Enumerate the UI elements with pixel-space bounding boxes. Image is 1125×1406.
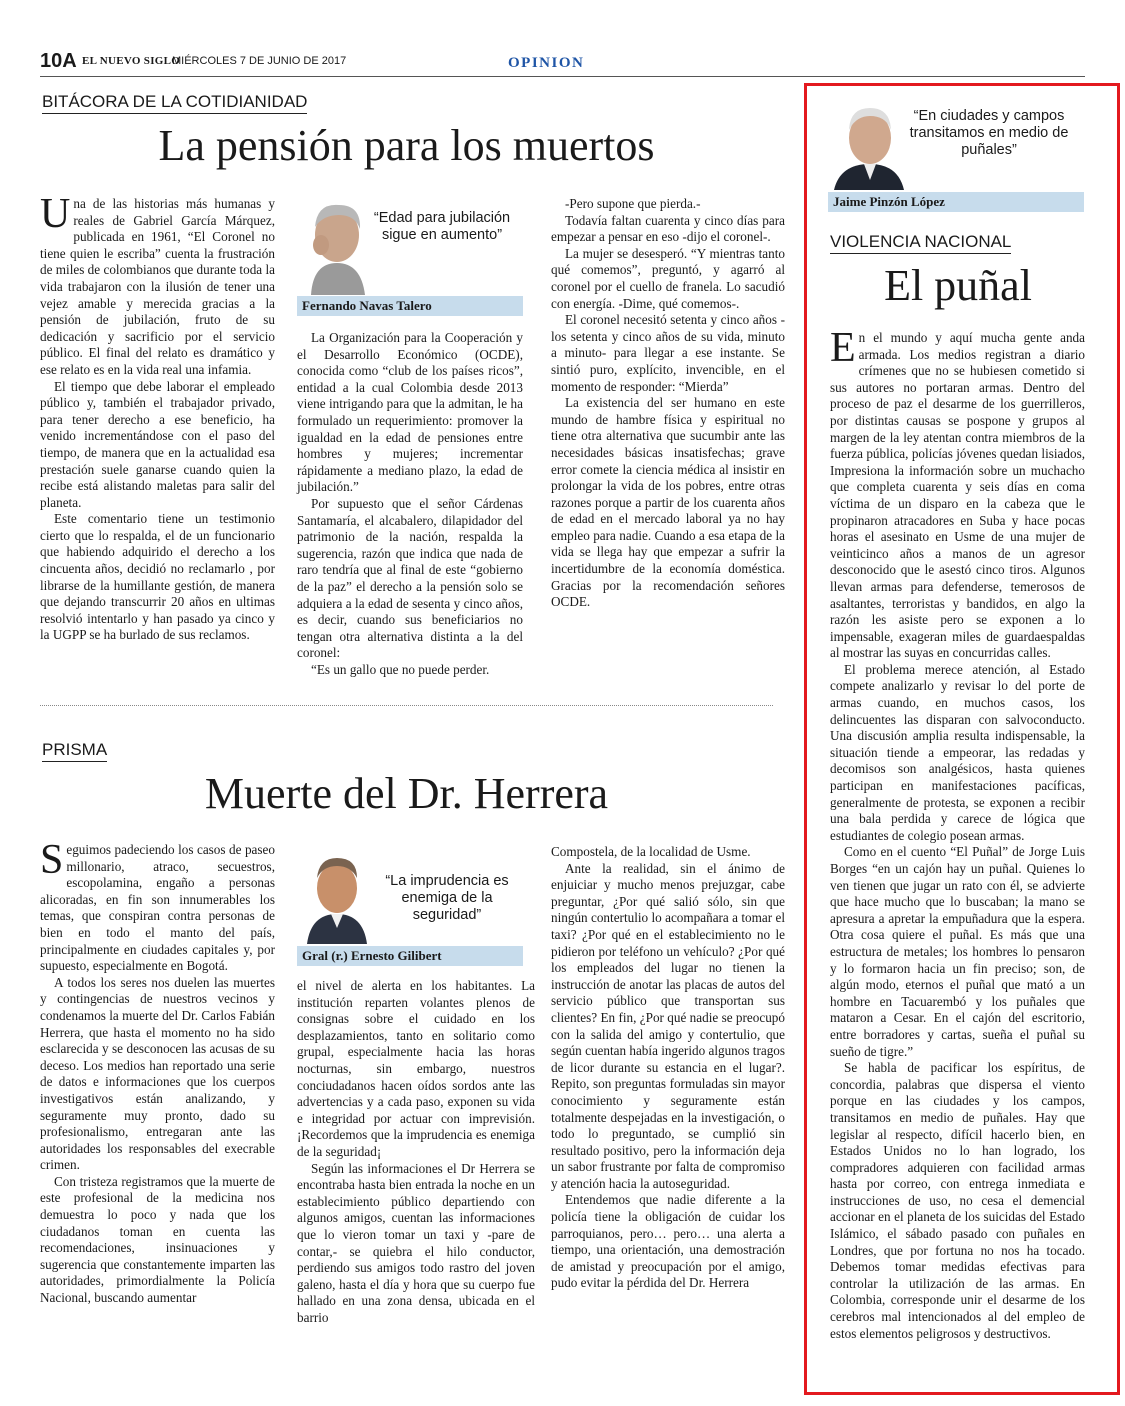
section-name: OPINION (508, 55, 585, 71)
paragraph: Ante la realidad, sin el ánimo de enjuiciar y mucho menos prejuzgar, cabe preguntar, ¿Por qué salió sólo, sin que ningún contertulio lo acompañara a tomar el taxi? ¿Por qué en el establecimiento no le pidieron por teléfono un vehículo? ¿Por qué los empleados del lugar no tienen la instrucción de anotar las placas de autos del servicio público que transportan sus clientes? En fin, ¿Por qué nadie se preocupó con la salida del amigo y contertulio, que según cuentan había ingerido algunos tragos de licor durante su estancia en el lugar?. Repito, son preguntas formuladas sin mayor conocimiento y seguramente están totalmente despejadas en la investigación, o todo lo preguntado, se cumplió sin resultado positivo, pero la información deja un sabor frustrante por falta de compromiso y atención hacia la autoseguridad. (551, 860, 786, 1191)
article1-col2 (297, 330, 523, 678)
paragraph: Por supuesto que el señor Cárdenas Santamaría, el alcabalero, dilapidador del patrimonio de la nación, respalda la sugerencia, razón que indica que nada de raro tendría que al final de este “gobierno de la paz” el derecho a la pensión solo se adquiera a la edad de sesenta y cinco años, es decir, cuando sus beneficiarios no tengan otra alternativa distinta a la del coronel: (297, 495, 523, 661)
page-number: 10A (40, 50, 77, 72)
article1-kicker: BITÁCORA DE LA COTIDIANIDAD (42, 92, 307, 114)
paragraph: Según las informaciones el Dr Herrera se encontraba hasta bien entrada la noche en un establecimiento público departiendo con algunos amigos, cuentan las informaciones que lo vieron tomar un taxi y -pare de contar,- se quiebra el hilo conductor, perdiendo sus amigos todo rastro del joven galeno, hasta el día y hora que su cuerpo fue hallado en una zona densa, ubicada en el barrio (297, 1160, 535, 1325)
paragraph: -Pero supone que pierda.- (565, 196, 701, 211)
article2-pullquote: “La imprudencia es enemiga de la seguridad” (385, 873, 509, 923)
paragraph: Todavía faltan cuarenta y cinco días para empezar a pensar en eso -dijo el coronel-. (551, 212, 785, 245)
drop-cap: U (40, 191, 71, 237)
article3-headline: El puñal (884, 261, 1032, 310)
article1-col3 (551, 196, 785, 611)
article3-author: Jaime Pinzón López (828, 192, 1084, 212)
article1-headline: La pensión para los muertos (158, 121, 655, 170)
article2-col2 (297, 978, 535, 1326)
paragraph: Con tristeza registramos que la muerte de este profesional de la medicina nos demuestra lo poco y nada que los ciudadanos toman en cuenta las recomendaciones, insinuaciones y sugerencia que constantemente imparten las autoridades, primordialmente la Policía Nacional, buscando aumentar (40, 1173, 275, 1306)
paragraph: La existencia del ser humano en este mundo de hambre física y espiritual no tiene otra alternativa que sucumbir ante las necesidades básicas insatisfechas; grave error comete la ciencia médica al insistir en prolongar la vida de los pobres, entre otras razones porque a partir de los cuarenta años de edad en el mercado laboral ya no hay empleo para nadie. Cuando a esa etapa de la vida se llega hay que empezar a sufrir la incertidumbre de la economía doméstica. Gracias por la recomendación señores OCDE. (551, 395, 785, 610)
drop-cap: E (830, 325, 856, 371)
paragraph: La mujer se desesperó. “Y mientras tanto qué comemos”, preguntó, y agarró al coronel por el cuello de franela. Lo sacudió con energía. -Dime, qué comemos-. (551, 245, 785, 311)
article-separator (40, 705, 773, 706)
article1-author: Fernando Navas Talero (297, 296, 523, 316)
paragraph: El tiempo que debe laborar el empleado público y, también el trabajador privado, para tener derecho a ese beneficio, ha venido incrementándose con el paso del tiempo, de manera que en la actualidad esa prestación suele ganarse cuando quien la recibe está alistando maletas para salir del planeta. (40, 378, 275, 510)
paper-name: EL NUEVO SIGLO (82, 55, 181, 67)
article3-col1 (830, 325, 1085, 1342)
paragraph: Como en el cuento “El Puñal” de Jorge Luis Borges “en un cajón hay un puñal. Quienes lo ven tienen que jugar un rato con él, se advierte que hace mucho que lo buscaban; la mano se apresura a apretar la empuñadura que la espera. Otra cosa quiere el puñal. Es más que una estructura de metales; los hombres lo pensaron y lo formaron hacia un fin preciso; son, de algún modo, eternos el puñal que mató a un hombre en Tacuarembó y los puñales que mataron a Cesar. En el cajón del escritorio, entre borradores y cartas, sueña el puñal su sueño de tigre.” (830, 844, 1085, 1059)
paragraph: A todos los seres nos duelen las muertes y contingencias de nuestros vecinos y condenamos la muerte del Dr. Carlos Fabián Herrera, que hasta el momento no ha sido esclarecida y se desconocen las acusas de su deceso. Los medios han reportado una serie de datos e informaciones que los cuerpos investigativos están analizando, y seguramente muy pronto, dado su profesionalismo, entregaran ante las autoridades los responsables del execrable crimen. (40, 974, 275, 1173)
article2-author: Gral (r.) Ernesto Gilibert (297, 946, 523, 966)
article1-pullquote: “Edad para jubilación sigue en aumento” (373, 210, 511, 243)
author-photo-pinzon (828, 98, 908, 190)
paragraph: n el mundo y aquí mucha gente anda armada. Los medios registran a diario crímenes que no se hubiesen cometido si sus autores no portaran armas. Dentro del proceso de paz el desarme de los guerrilleros, por distintas causas se pospone y grupos al margen de la ley atentan contra miembros de la fuerza pública, policías jóvenes quedan lisiados, Impresiona la información sobre un muchacho que completa cuarenta y seis días en coma víctima de un disparo en la cabeza que le propinaron atracadores en Suba y hace pocas horas el asesinato en Usme de una mujer de veinticinco años a manos de un agresor desconocido que le asestó cinco tiros. Algunos llevan armas para defenderse, temerosos de asaltantes, terroristas y bandidos, en algo la razón les asiste pero se exponen a lo impensable, exageran miles de guardaespaldas al mostrar las suyas en concurridas calles. (830, 330, 1085, 661)
article2-col3 (551, 844, 785, 1292)
article2-col1 (40, 837, 275, 1307)
author-photo-navas (297, 193, 377, 295)
author-photo-gilibert (297, 848, 377, 944)
paragraph: El coronel necesitó setenta y cinco años -los setenta y cinco años de su vida, minuto a minuto- para llegar a ese instante. Se sintió puro, explícito, invencible, en el momento de responder: “Mierda” (551, 312, 785, 394)
paragraph: el nivel de alerta en los habitantes. La institución reparten volantes plenos de consignas sobre el cuidado en los desplazamientos, tanto en solitario como grupal, especialmente hacia las horas nocturnas, sin embargo, nuestros conciudadanos hacen oídos sordos ante las advertencias y a cada paso, exponen su vida e integridad por actuar con imprevisión. ¡Recordemos que la imprudencia es enemiga de la seguridad¡ (297, 978, 535, 1159)
article2-kicker: PRISMA (42, 740, 107, 762)
article3-pullquote: “En ciudades y campos transitamos en medio de puñales” (909, 108, 1069, 158)
paragraph: Entendemos que nadie diferente a la policía tiene la obligación de cuidar los parroquianos, pero… pero… una alerta a tiempo, una orientación, una demostración de amistad y preocupación por el amigo, pudo evitar la pérdida del Dr. Herrera (551, 1192, 785, 1291)
article2-headline: Muerte del Dr. Herrera (204, 769, 609, 818)
paragraph: “Es un gallo que no puede perder. (311, 661, 490, 677)
paragraph: Compostela, de la localidad de Usme. (551, 844, 751, 859)
article1-col1 (40, 191, 275, 644)
drop-cap: S (40, 837, 64, 883)
header-rule (40, 76, 1085, 77)
paragraph: El problema merece atención, al Estado compete analizarlo y revisar lo del porte de armas cuando, en muchos casos, los delincuentes las disparan con salvoconducto. Una discusión amplia resulta indispensable, la situación tiende a empeorar, las redadas y decomisos son analgésicos, hasta quienes participan en manifestaciones pacíficas, generalmente de protesta, se exponen a recibir una bala perdida y carece de lógica que estudiantes de colegio posean armas. (830, 661, 1085, 843)
paragraph: eguimos padeciendo los casos de paseo millonario, atraco, secuestros, escopolamina, engaño a personas alicoradas, en fin son innumerables los temas, que conspiran contra personas de bien en todo el manto del país, principalmente en ciudades capitales y, por supuesto, especialmente en Bogotá. (40, 842, 275, 974)
paragraph: na de las historias más humanas y reales de Gabriel García Márquez, publicada en 1961, “El Coronel no tiene quien le escriba” cuenta la frustración de miles de colombianos que durante toda la vida trabajaron con la ilusión de tener una vejez amable y merecida gracias a la pensión de jubilación, fruto de su dedicación y sacrificio por el servicio público. El final del relato es dramático y ese relato es en la vida real una infamia. (40, 196, 275, 377)
paragraph: Se habla de pacificar los espíritus, de concordia, palabras que dispersa el viento porque en las ciudades y los campos, transitamos en medio de puñales. Hay que legislar al respecto, difícil hacerlo bien, en Estados Unidos no lo han logrado, los compradores adquieren con facilidad armas hasta por correo, con entrega inmediata e instrucciones de uso, no cesa el demencial accionar en el planeta de los suicidas del Estado Islámico, el sábado pasado con puñales en Londres, que por fortuna no nos ha tocado. Debemos tomar medidas efectivas para controlar la utilización de las armas. En Colombia, corresponde unir el desarme de los cerebros mal intencionados al del empleo de estos elementos peligrosos y destructivos. (830, 1060, 1085, 1341)
paragraph: La Organización para la Cooperación y el Desarrollo Económico (OCDE), conocida como “club de los países ricos”, entidad a la cual Colombia desde 2013 viene intrigando para que la admitan, le ha formulado un requerimiento: promover la igualdad en la edad de pensiones entre hombres y mujeres; incrementar rápidamente a mediano plazo, la edad de jubilación.” (297, 330, 523, 495)
paragraph: Este comentario tiene un testimonio cierto que lo respalda, el de un funcionario que habiendo adquirido el derecho a los cincuenta años, decidió no reclamarlo , por librarse de la humillante gestión, de manera que dejando transcurrir 20 años en ultimas resolvió intentarlo y han pasado ya cinco y la UGPP se ha burlado de sus reclamos. (40, 511, 275, 643)
paper-date: MIÉRCOLES 7 DE JUNIO DE 2017 (172, 55, 347, 67)
article3-kicker: VIOLENCIA NACIONAL (830, 232, 1011, 254)
